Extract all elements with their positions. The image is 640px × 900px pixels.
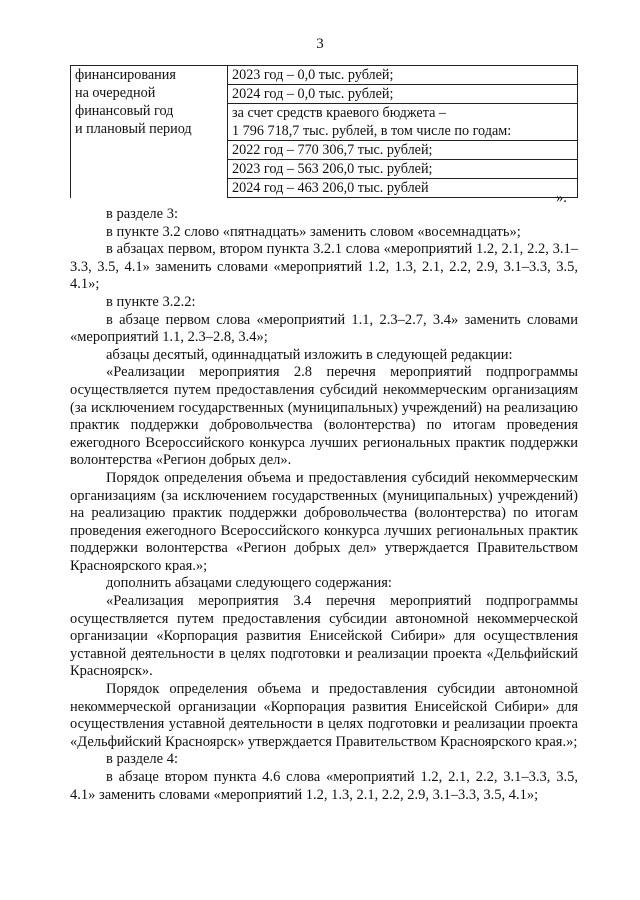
paragraph: в абзацах первом, втором пункта 3.2.1 слова «мероприятий 1.2, 2.1, 2.2, 3.1–3.3, 3.5, 4.1» заменить словами «мероприятий 1.2, 1.3, 2.1, 2.2, 2.9, 3.1–3.3, 3.5, 4.1»; [70, 241, 578, 293]
page-number: 3 [316, 36, 324, 52]
paragraph: в абзаце первом слова «мероприятий 1.1, 2.3–2.7, 3.4» заменить словами «мероприятий 1.1, 2.3–2.8, 3.4»; [70, 311, 578, 346]
financing-table [70, 65, 578, 198]
paragraph: абзацы десятый, одиннадцатый изложить в следующей редакции: [106, 346, 513, 363]
paragraph: Порядок определения объема и предоставления субсидий некоммерческим организациям (за исключением государственных (муниципальных) учреждений) на реализацию практик поддержки добровольчества (волонтерства) по итогам проведения ежегодного Всероссийского конкурса лучших региональных практик поддержки волонтерства «Регион добрых дел» утверждается Правительством Красноярского края.»; [70, 469, 578, 574]
value-line: 1 796 718,7 тыс. рублей, в том числе по годам: [228, 122, 577, 141]
paragraph: в разделе 3: [106, 206, 179, 222]
value-line: 2024 год – 0,0 тыс. рублей; [228, 85, 577, 104]
table-close-quote: ». [556, 190, 567, 206]
label-line: и плановый период [75, 121, 192, 137]
value-line: за счет средств краевого бюджета – [232, 105, 447, 121]
paragraph: в разделе 4: [106, 751, 179, 768]
financing-value-cell [228, 66, 578, 198]
label-line: финансовый год [75, 103, 174, 119]
document-body [70, 206, 578, 804]
paragraph: Порядок определения объема и предоставления субсидии автономной некоммерческой организации «Корпорация развития Енисейской Сибири» для осуществления уставной деятельности в целях подготовки и реализации проекта «Дельфийский Красноярск» утверждается Правительством Красноярского края.»; [70, 681, 578, 750]
paragraph: в абзаце втором пункта 4.6 слова «мероприятий 1.2, 2.1, 2.2, 3.1–3.3, 3.5, 4.1» заменить словами «мероприятий 1.2, 1.3, 2.1, 2.2, 2.9, 3.1–3.3, 3.5, 4.1»; [70, 769, 578, 803]
label-line: на очередной [75, 85, 156, 101]
paragraph: «Реализации мероприятия 2.8 перечня мероприятий подпрограммы осуществляется путем предоставления субсидий некоммерческим организациям (за исключением государственных (муниципальных) учреждений) на реализацию практик поддержки добровольчества (волонтерства) по итогам проведения ежегодного Всероссийского конкурса лучших региональных практик поддержки волонтерства «Регион добрых дел». [70, 364, 578, 469]
financing-label-cell [71, 66, 228, 198]
paragraph: в пункте 3.2.2: [106, 293, 196, 310]
label-line: финансирования [75, 67, 176, 83]
paragraph: в пункте 3.2 слово «пятнадцать» заменить словом «восемнадцать»; [106, 223, 521, 240]
paragraph: «Реализация мероприятия 3.4 перечня мероприятий подпрограммы осуществляется путем предоставления субсидии автономной некоммерческой организации «Корпорация развития Енисейской Сибири» для осуществления уставной деятельности в целях подготовки и реализации проекта «Дельфийский Красноярск». [70, 593, 578, 680]
value-line: 2022 год – 770 306,7 тыс. рублей; [228, 141, 577, 160]
paragraph: дополнить абзацами следующего содержания: [106, 575, 392, 592]
value-line: 2024 год – 463 206,0 тыс. рублей [232, 180, 429, 196]
value-line: 2023 год – 0,0 тыс. рублей; [228, 66, 577, 85]
value-line: 2023 год – 563 206,0 тыс. рублей; [228, 160, 577, 179]
